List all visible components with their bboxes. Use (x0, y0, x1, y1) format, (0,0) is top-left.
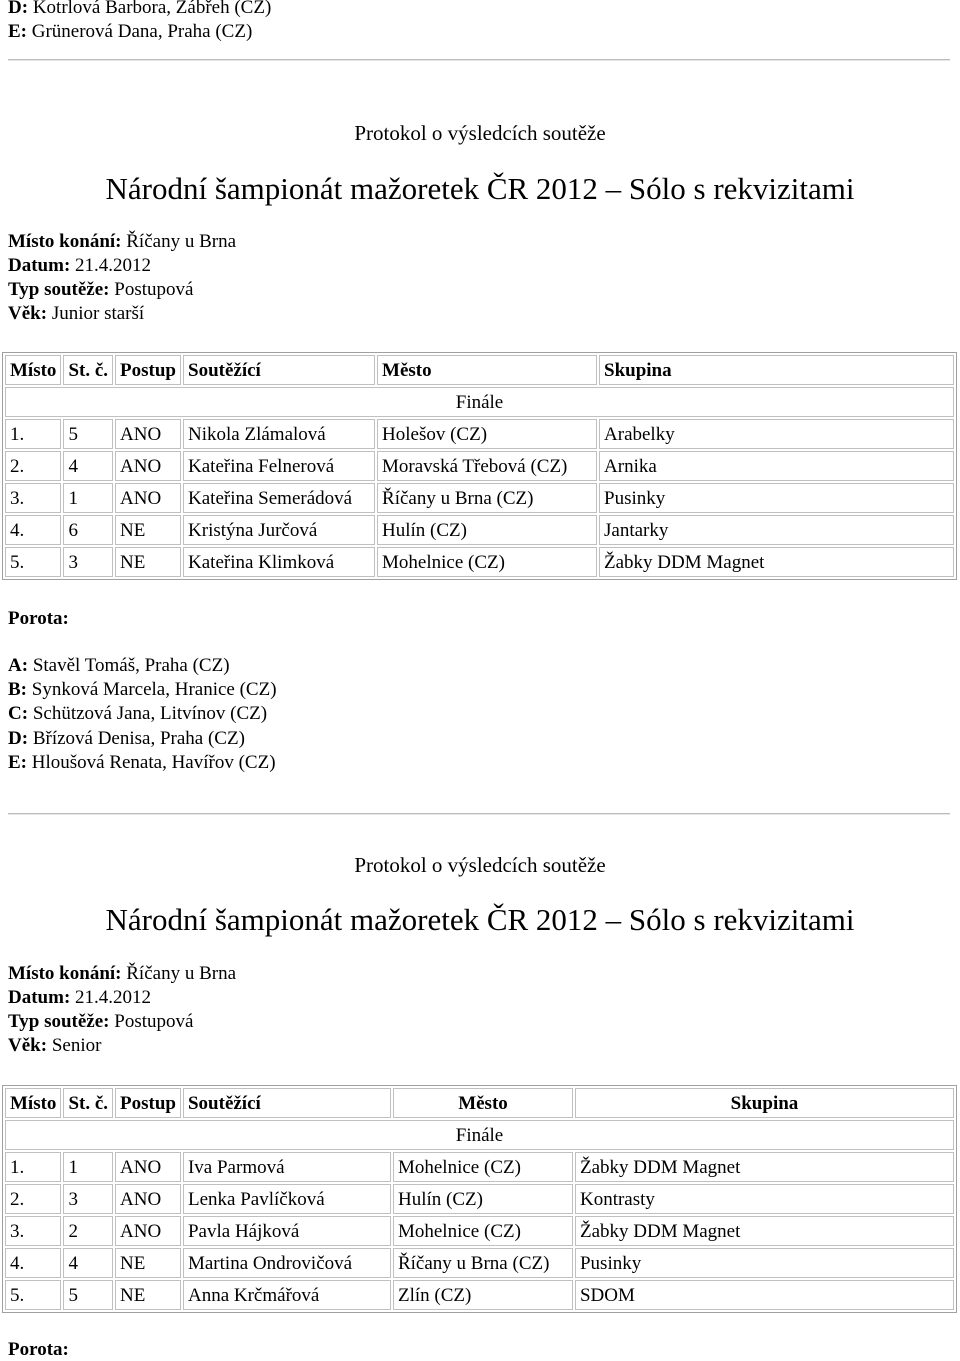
cell-group: Kontrasty (575, 1184, 954, 1214)
competition-title: Národní šampionát mažoretek ČR 2012 – Sólo s rekvizitami (105, 902, 855, 937)
type-line: Typ soutěže: Postupová (8, 279, 194, 300)
cell-advance: ANO (115, 1216, 181, 1246)
judge-line: E: Grünerová Dana, Praha (CZ) (8, 21, 253, 42)
cell-competitor: Kristýna Jurčová (183, 515, 375, 545)
table-row (5, 1152, 954, 1182)
table-header-row (5, 355, 954, 385)
table-row (5, 515, 954, 545)
judge-line: B: Synková Marcela, Hranice (CZ) (8, 679, 277, 700)
cell-group: Arabelky (599, 419, 954, 449)
age-line: Věk: Junior starší (8, 303, 145, 324)
protocol-heading: Protokol o výsledcích soutěže (354, 853, 606, 877)
cell-competitor: Kateřina Semerádová (183, 483, 375, 513)
table-header-row (5, 1088, 954, 1118)
competition-title: Národní šampionát mažoretek ČR 2012 – Sólo s rekvizitami (105, 171, 855, 206)
cell-city: Mohelnice (CZ) (377, 547, 597, 577)
cell-start-no: 4 (63, 451, 113, 481)
judge-line: E: Hloušová Renata, Havířov (CZ) (8, 752, 276, 773)
round-label: Finále (5, 1120, 954, 1150)
header-start-no: St. č. (63, 1088, 113, 1118)
cell-city: Holešov (CZ) (377, 419, 597, 449)
judge-line: D: Kotrlová Barbora, Zábřeh (CZ) (8, 0, 272, 18)
cell-competitor: Anna Krčmářová (183, 1280, 391, 1310)
header-advance: Postup (115, 1088, 181, 1118)
cell-city: Říčany u Brna (CZ) (377, 483, 597, 513)
header-group: Skupina (575, 1088, 954, 1118)
table-row (5, 1248, 954, 1278)
type-line: Typ soutěže: Postupová (8, 1011, 194, 1032)
cell-advance: NE (115, 515, 181, 545)
judge-line: C: Schützová Jana, Litvínov (CZ) (8, 703, 268, 724)
header-place: Místo (5, 1088, 61, 1118)
cell-group: Žabky DDM Magnet (575, 1216, 954, 1246)
cell-competitor: Pavla Hájková (183, 1216, 391, 1246)
cell-start-no: 5 (63, 419, 113, 449)
cell-start-no: 3 (63, 547, 113, 577)
header-advance: Postup (115, 355, 181, 385)
cell-start-no: 3 (63, 1184, 113, 1214)
header-place: Místo (5, 355, 61, 385)
cell-start-no: 4 (63, 1248, 113, 1278)
table-row (5, 483, 954, 513)
cell-place: 1. (5, 419, 61, 449)
cell-group: SDOM (575, 1280, 954, 1310)
jury-heading: Porota: (8, 1339, 69, 1360)
cell-group: Jantarky (599, 515, 954, 545)
cell-start-no: 5 (63, 1280, 113, 1310)
cell-advance: ANO (115, 419, 181, 449)
venue-line: Místo konání: Říčany u Brna (8, 231, 237, 252)
cell-competitor: Martina Ondrovičová (183, 1248, 391, 1278)
table-row (5, 1184, 954, 1214)
round-label: Finále (5, 387, 954, 417)
cell-place: 4. (5, 1248, 61, 1278)
section-divider (8, 59, 950, 61)
cell-start-no: 2 (63, 1216, 113, 1246)
cell-city: Říčany u Brna (CZ) (393, 1248, 573, 1278)
header-start-no: St. č. (63, 355, 113, 385)
cell-place: 3. (5, 483, 61, 513)
cell-place: 1. (5, 1152, 61, 1182)
table-row (5, 451, 954, 481)
table-row (5, 1280, 954, 1310)
results-table (2, 352, 957, 580)
cell-group: Arnika (599, 451, 954, 481)
cell-group: Pusinky (575, 1248, 954, 1278)
venue-line: Místo konání: Říčany u Brna (8, 963, 237, 984)
round-row (5, 1120, 954, 1150)
table-row (5, 419, 954, 449)
cell-group: Pusinky (599, 483, 954, 513)
protocol-heading: Protokol o výsledcích soutěže (354, 121, 606, 145)
cell-advance: ANO (115, 483, 181, 513)
table-row (5, 1216, 954, 1246)
round-row (5, 387, 954, 417)
cell-competitor: Nikola Zlámalová (183, 419, 375, 449)
cell-place: 3. (5, 1216, 61, 1246)
cell-place: 5. (5, 547, 61, 577)
results-table (2, 1085, 957, 1313)
cell-competitor: Lenka Pavlíčková (183, 1184, 391, 1214)
header-competitor: Soutěžící (183, 355, 375, 385)
judge-line: A: Stavěl Tomáš, Praha (CZ) (8, 655, 230, 676)
cell-advance: NE (115, 547, 181, 577)
cell-advance: NE (115, 1280, 181, 1310)
cell-city: Mohelnice (CZ) (393, 1216, 573, 1246)
cell-city: Moravská Třebová (CZ) (377, 451, 597, 481)
table-row (5, 547, 954, 577)
cell-advance: NE (115, 1248, 181, 1278)
section-divider (8, 813, 950, 815)
cell-city: Zlín (CZ) (393, 1280, 573, 1310)
header-competitor: Soutěžící (183, 1088, 391, 1118)
cell-advance: ANO (115, 1152, 181, 1182)
cell-advance: ANO (115, 451, 181, 481)
header-group: Skupina (599, 355, 954, 385)
age-line: Věk: Senior (8, 1035, 102, 1056)
cell-city: Hulín (CZ) (377, 515, 597, 545)
cell-competitor: Kateřina Klimková (183, 547, 375, 577)
cell-competitor: Iva Parmová (183, 1152, 391, 1182)
cell-place: 2. (5, 451, 61, 481)
cell-group: Žabky DDM Magnet (599, 547, 954, 577)
judge-line: D: Břízová Denisa, Praha (CZ) (8, 728, 245, 749)
cell-start-no: 6 (63, 515, 113, 545)
cell-place: 4. (5, 515, 61, 545)
date-line: Datum: 21.4.2012 (8, 987, 152, 1008)
cell-start-no: 1 (63, 483, 113, 513)
cell-competitor: Kateřina Felnerová (183, 451, 375, 481)
cell-start-no: 1 (63, 1152, 113, 1182)
cell-city: Mohelnice (CZ) (393, 1152, 573, 1182)
cell-advance: ANO (115, 1184, 181, 1214)
header-city: Město (393, 1088, 573, 1118)
jury-heading: Porota: (8, 608, 69, 629)
cell-place: 5. (5, 1280, 61, 1310)
cell-group: Žabky DDM Magnet (575, 1152, 954, 1182)
cell-place: 2. (5, 1184, 61, 1214)
cell-city: Hulín (CZ) (393, 1184, 573, 1214)
date-line: Datum: 21.4.2012 (8, 255, 152, 276)
header-city: Město (377, 355, 597, 385)
